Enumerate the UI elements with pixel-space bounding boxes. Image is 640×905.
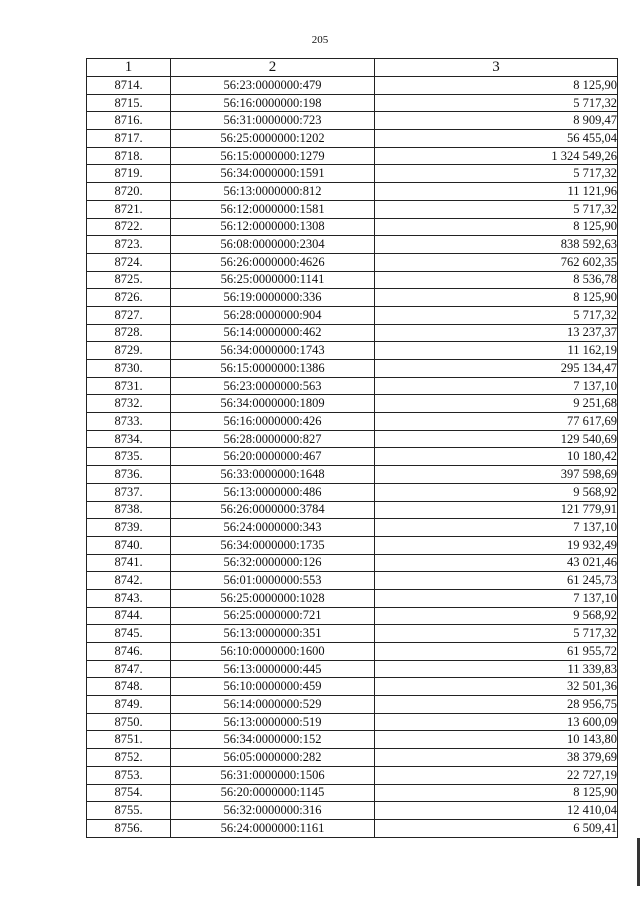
- row-number-cell: 8719.: [87, 165, 171, 183]
- table-row: [87, 306, 618, 324]
- cadastral-number-cell: 56:34:0000000:1743: [171, 342, 375, 360]
- column-header-2: 2: [171, 59, 375, 77]
- table-row: [87, 802, 618, 820]
- value-cell: 11 339,83: [375, 660, 618, 678]
- row-number-cell: 8740.: [87, 536, 171, 554]
- cadastral-number-cell: 56:16:0000000:198: [171, 94, 375, 112]
- value-cell: 32 501,36: [375, 678, 618, 696]
- table-row: [87, 713, 618, 731]
- table-row: [87, 607, 618, 625]
- cadastral-number-cell: 56:24:0000000:343: [171, 519, 375, 537]
- value-cell: 7 137,10: [375, 377, 618, 395]
- row-number-cell: 8744.: [87, 607, 171, 625]
- value-cell: 295 134,47: [375, 360, 618, 378]
- row-number-cell: 8733.: [87, 413, 171, 431]
- row-number-cell: 8745.: [87, 625, 171, 643]
- row-number-cell: 8741.: [87, 554, 171, 572]
- row-number-cell: 8753.: [87, 766, 171, 784]
- cadastral-number-cell: 56:32:0000000:126: [171, 554, 375, 572]
- row-number-cell: 8726.: [87, 289, 171, 307]
- table-row: [87, 77, 618, 95]
- value-cell: 762 602,35: [375, 253, 618, 271]
- cadastral-number-cell: 56:34:0000000:1809: [171, 395, 375, 413]
- table-row: [87, 678, 618, 696]
- row-number-cell: 8735.: [87, 448, 171, 466]
- value-cell: 10 180,42: [375, 448, 618, 466]
- table-row: [87, 643, 618, 661]
- value-cell: 5 717,32: [375, 200, 618, 218]
- table-header: [87, 59, 618, 77]
- row-number-cell: 8737.: [87, 483, 171, 501]
- table-row: [87, 200, 618, 218]
- row-number-cell: 8739.: [87, 519, 171, 537]
- cadastral-number-cell: 56:28:0000000:904: [171, 306, 375, 324]
- row-number-cell: 8718.: [87, 147, 171, 165]
- table-row: [87, 554, 618, 572]
- value-cell: 56 455,04: [375, 130, 618, 148]
- column-header-1: 1: [87, 59, 171, 77]
- value-cell: 8 125,90: [375, 289, 618, 307]
- cadastral-number-cell: 56:34:0000000:1735: [171, 536, 375, 554]
- cadastral-number-cell: 56:26:0000000:3784: [171, 501, 375, 519]
- value-cell: 10 143,80: [375, 731, 618, 749]
- value-cell: 8 536,78: [375, 271, 618, 289]
- value-cell: 61 245,73: [375, 572, 618, 590]
- table-row: [87, 660, 618, 678]
- table-row: [87, 94, 618, 112]
- row-number-cell: 8724.: [87, 253, 171, 271]
- table-row: [87, 271, 618, 289]
- cadastral-number-cell: 56:14:0000000:462: [171, 324, 375, 342]
- row-number-cell: 8715.: [87, 94, 171, 112]
- row-number-cell: 8754.: [87, 784, 171, 802]
- value-cell: 838 592,63: [375, 236, 618, 254]
- cadastral-number-cell: 56:32:0000000:316: [171, 802, 375, 820]
- column-header-3: 3: [375, 59, 618, 77]
- cadastral-number-cell: 56:28:0000000:827: [171, 430, 375, 448]
- cadastral-number-cell: 56:13:0000000:445: [171, 660, 375, 678]
- cadastral-number-cell: 56:20:0000000:1145: [171, 784, 375, 802]
- row-number-cell: 8756.: [87, 819, 171, 837]
- table-row: [87, 766, 618, 784]
- table-row: [87, 731, 618, 749]
- table-body: [87, 77, 618, 838]
- table-row: [87, 342, 618, 360]
- cadastral-number-cell: 56:16:0000000:426: [171, 413, 375, 431]
- cadastral-number-cell: 56:19:0000000:336: [171, 289, 375, 307]
- value-cell: 397 598,69: [375, 466, 618, 484]
- cadastral-number-cell: 56:13:0000000:519: [171, 713, 375, 731]
- table-row: [87, 536, 618, 554]
- value-cell: 13 600,09: [375, 713, 618, 731]
- value-cell: 9 251,68: [375, 395, 618, 413]
- cadastral-number-cell: 56:31:0000000:1506: [171, 766, 375, 784]
- table-header-row: [87, 59, 618, 77]
- row-number-cell: 8728.: [87, 324, 171, 342]
- cadastral-number-cell: 56:23:0000000:479: [171, 77, 375, 95]
- table-row: [87, 253, 618, 271]
- table-row: [87, 483, 618, 501]
- cadastral-number-cell: 56:12:0000000:1308: [171, 218, 375, 236]
- row-number-cell: 8732.: [87, 395, 171, 413]
- row-number-cell: 8731.: [87, 377, 171, 395]
- table-row: [87, 501, 618, 519]
- value-cell: 121 779,91: [375, 501, 618, 519]
- value-cell: 8 125,90: [375, 784, 618, 802]
- row-number-cell: 8742.: [87, 572, 171, 590]
- cadastral-number-cell: 56:33:0000000:1648: [171, 466, 375, 484]
- table-row: [87, 430, 618, 448]
- value-cell: 5 717,32: [375, 94, 618, 112]
- cadastral-number-cell: 56:01:0000000:553: [171, 572, 375, 590]
- table-row: [87, 819, 618, 837]
- value-cell: 129 540,69: [375, 430, 618, 448]
- value-cell: 22 727,19: [375, 766, 618, 784]
- cadastral-number-cell: 56:15:0000000:1386: [171, 360, 375, 378]
- table-row: [87, 377, 618, 395]
- row-number-cell: 8723.: [87, 236, 171, 254]
- data-table: [86, 58, 618, 838]
- cadastral-number-cell: 56:13:0000000:812: [171, 183, 375, 201]
- value-cell: 12 410,04: [375, 802, 618, 820]
- cadastral-number-cell: 56:25:0000000:1202: [171, 130, 375, 148]
- row-number-cell: 8734.: [87, 430, 171, 448]
- row-number-cell: 8746.: [87, 643, 171, 661]
- cadastral-number-cell: 56:20:0000000:467: [171, 448, 375, 466]
- cadastral-number-cell: 56:05:0000000:282: [171, 749, 375, 767]
- table-row: [87, 395, 618, 413]
- value-cell: 8 125,90: [375, 218, 618, 236]
- row-number-cell: 8738.: [87, 501, 171, 519]
- value-cell: 38 379,69: [375, 749, 618, 767]
- table-row: [87, 147, 618, 165]
- cadastral-number-cell: 56:34:0000000:152: [171, 731, 375, 749]
- value-cell: 8 909,47: [375, 112, 618, 130]
- row-number-cell: 8743.: [87, 589, 171, 607]
- value-cell: 19 932,49: [375, 536, 618, 554]
- cadastral-number-cell: 56:24:0000000:1161: [171, 819, 375, 837]
- row-number-cell: 8749.: [87, 696, 171, 714]
- table-row: [87, 466, 618, 484]
- row-number-cell: 8752.: [87, 749, 171, 767]
- cadastral-number-cell: 56:25:0000000:1028: [171, 589, 375, 607]
- table-row: [87, 784, 618, 802]
- row-number-cell: 8730.: [87, 360, 171, 378]
- value-cell: 5 717,32: [375, 625, 618, 643]
- table-row: [87, 696, 618, 714]
- row-number-cell: 8714.: [87, 77, 171, 95]
- row-number-cell: 8729.: [87, 342, 171, 360]
- value-cell: 1 324 549,26: [375, 147, 618, 165]
- value-cell: 8 125,90: [375, 77, 618, 95]
- value-cell: 13 237,37: [375, 324, 618, 342]
- value-cell: 61 955,72: [375, 643, 618, 661]
- value-cell: 7 137,10: [375, 519, 618, 537]
- row-number-cell: 8747.: [87, 660, 171, 678]
- table-row: [87, 289, 618, 307]
- row-number-cell: 8725.: [87, 271, 171, 289]
- value-cell: 43 021,46: [375, 554, 618, 572]
- row-number-cell: 8748.: [87, 678, 171, 696]
- cadastral-number-cell: 56:31:0000000:723: [171, 112, 375, 130]
- cadastral-number-cell: 56:10:0000000:1600: [171, 643, 375, 661]
- row-number-cell: 8717.: [87, 130, 171, 148]
- cadastral-number-cell: 56:25:0000000:1141: [171, 271, 375, 289]
- cadastral-number-cell: 56:15:0000000:1279: [171, 147, 375, 165]
- value-cell: 6 509,41: [375, 819, 618, 837]
- cadastral-number-cell: 56:23:0000000:563: [171, 377, 375, 395]
- value-cell: 28 956,75: [375, 696, 618, 714]
- row-number-cell: 8722.: [87, 218, 171, 236]
- row-number-cell: 8755.: [87, 802, 171, 820]
- value-cell: 11 121,96: [375, 183, 618, 201]
- table-row: [87, 413, 618, 431]
- table-row: [87, 360, 618, 378]
- cadastral-number-cell: 56:14:0000000:529: [171, 696, 375, 714]
- cadastral-number-cell: 56:12:0000000:1581: [171, 200, 375, 218]
- table-row: [87, 112, 618, 130]
- table-row: [87, 625, 618, 643]
- value-cell: 7 137,10: [375, 589, 618, 607]
- table-row: [87, 236, 618, 254]
- table-row: [87, 130, 618, 148]
- table-row: [87, 183, 618, 201]
- table-row: [87, 448, 618, 466]
- row-number-cell: 8716.: [87, 112, 171, 130]
- value-cell: 5 717,32: [375, 165, 618, 183]
- cadastral-number-cell: 56:10:0000000:459: [171, 678, 375, 696]
- value-cell: 9 568,92: [375, 607, 618, 625]
- table-row: [87, 324, 618, 342]
- row-number-cell: 8727.: [87, 306, 171, 324]
- table-row: [87, 572, 618, 590]
- table-row: [87, 589, 618, 607]
- table-row: [87, 218, 618, 236]
- row-number-cell: 8750.: [87, 713, 171, 731]
- table-row: [87, 519, 618, 537]
- row-number-cell: 8751.: [87, 731, 171, 749]
- cadastral-number-cell: 56:34:0000000:1591: [171, 165, 375, 183]
- table-row: [87, 165, 618, 183]
- cadastral-number-cell: 56:13:0000000:351: [171, 625, 375, 643]
- value-cell: 5 717,32: [375, 306, 618, 324]
- page-number: 205: [311, 34, 329, 46]
- cadastral-number-cell: 56:13:0000000:486: [171, 483, 375, 501]
- row-number-cell: 8721.: [87, 200, 171, 218]
- table-row: [87, 749, 618, 767]
- cadastral-number-cell: 56:26:0000000:4626: [171, 253, 375, 271]
- value-cell: 77 617,69: [375, 413, 618, 431]
- value-cell: 11 162,19: [375, 342, 618, 360]
- cadastral-number-cell: 56:25:0000000:721: [171, 607, 375, 625]
- row-number-cell: 8720.: [87, 183, 171, 201]
- value-cell: 9 568,92: [375, 483, 618, 501]
- row-number-cell: 8736.: [87, 466, 171, 484]
- cadastral-number-cell: 56:08:0000000:2304: [171, 236, 375, 254]
